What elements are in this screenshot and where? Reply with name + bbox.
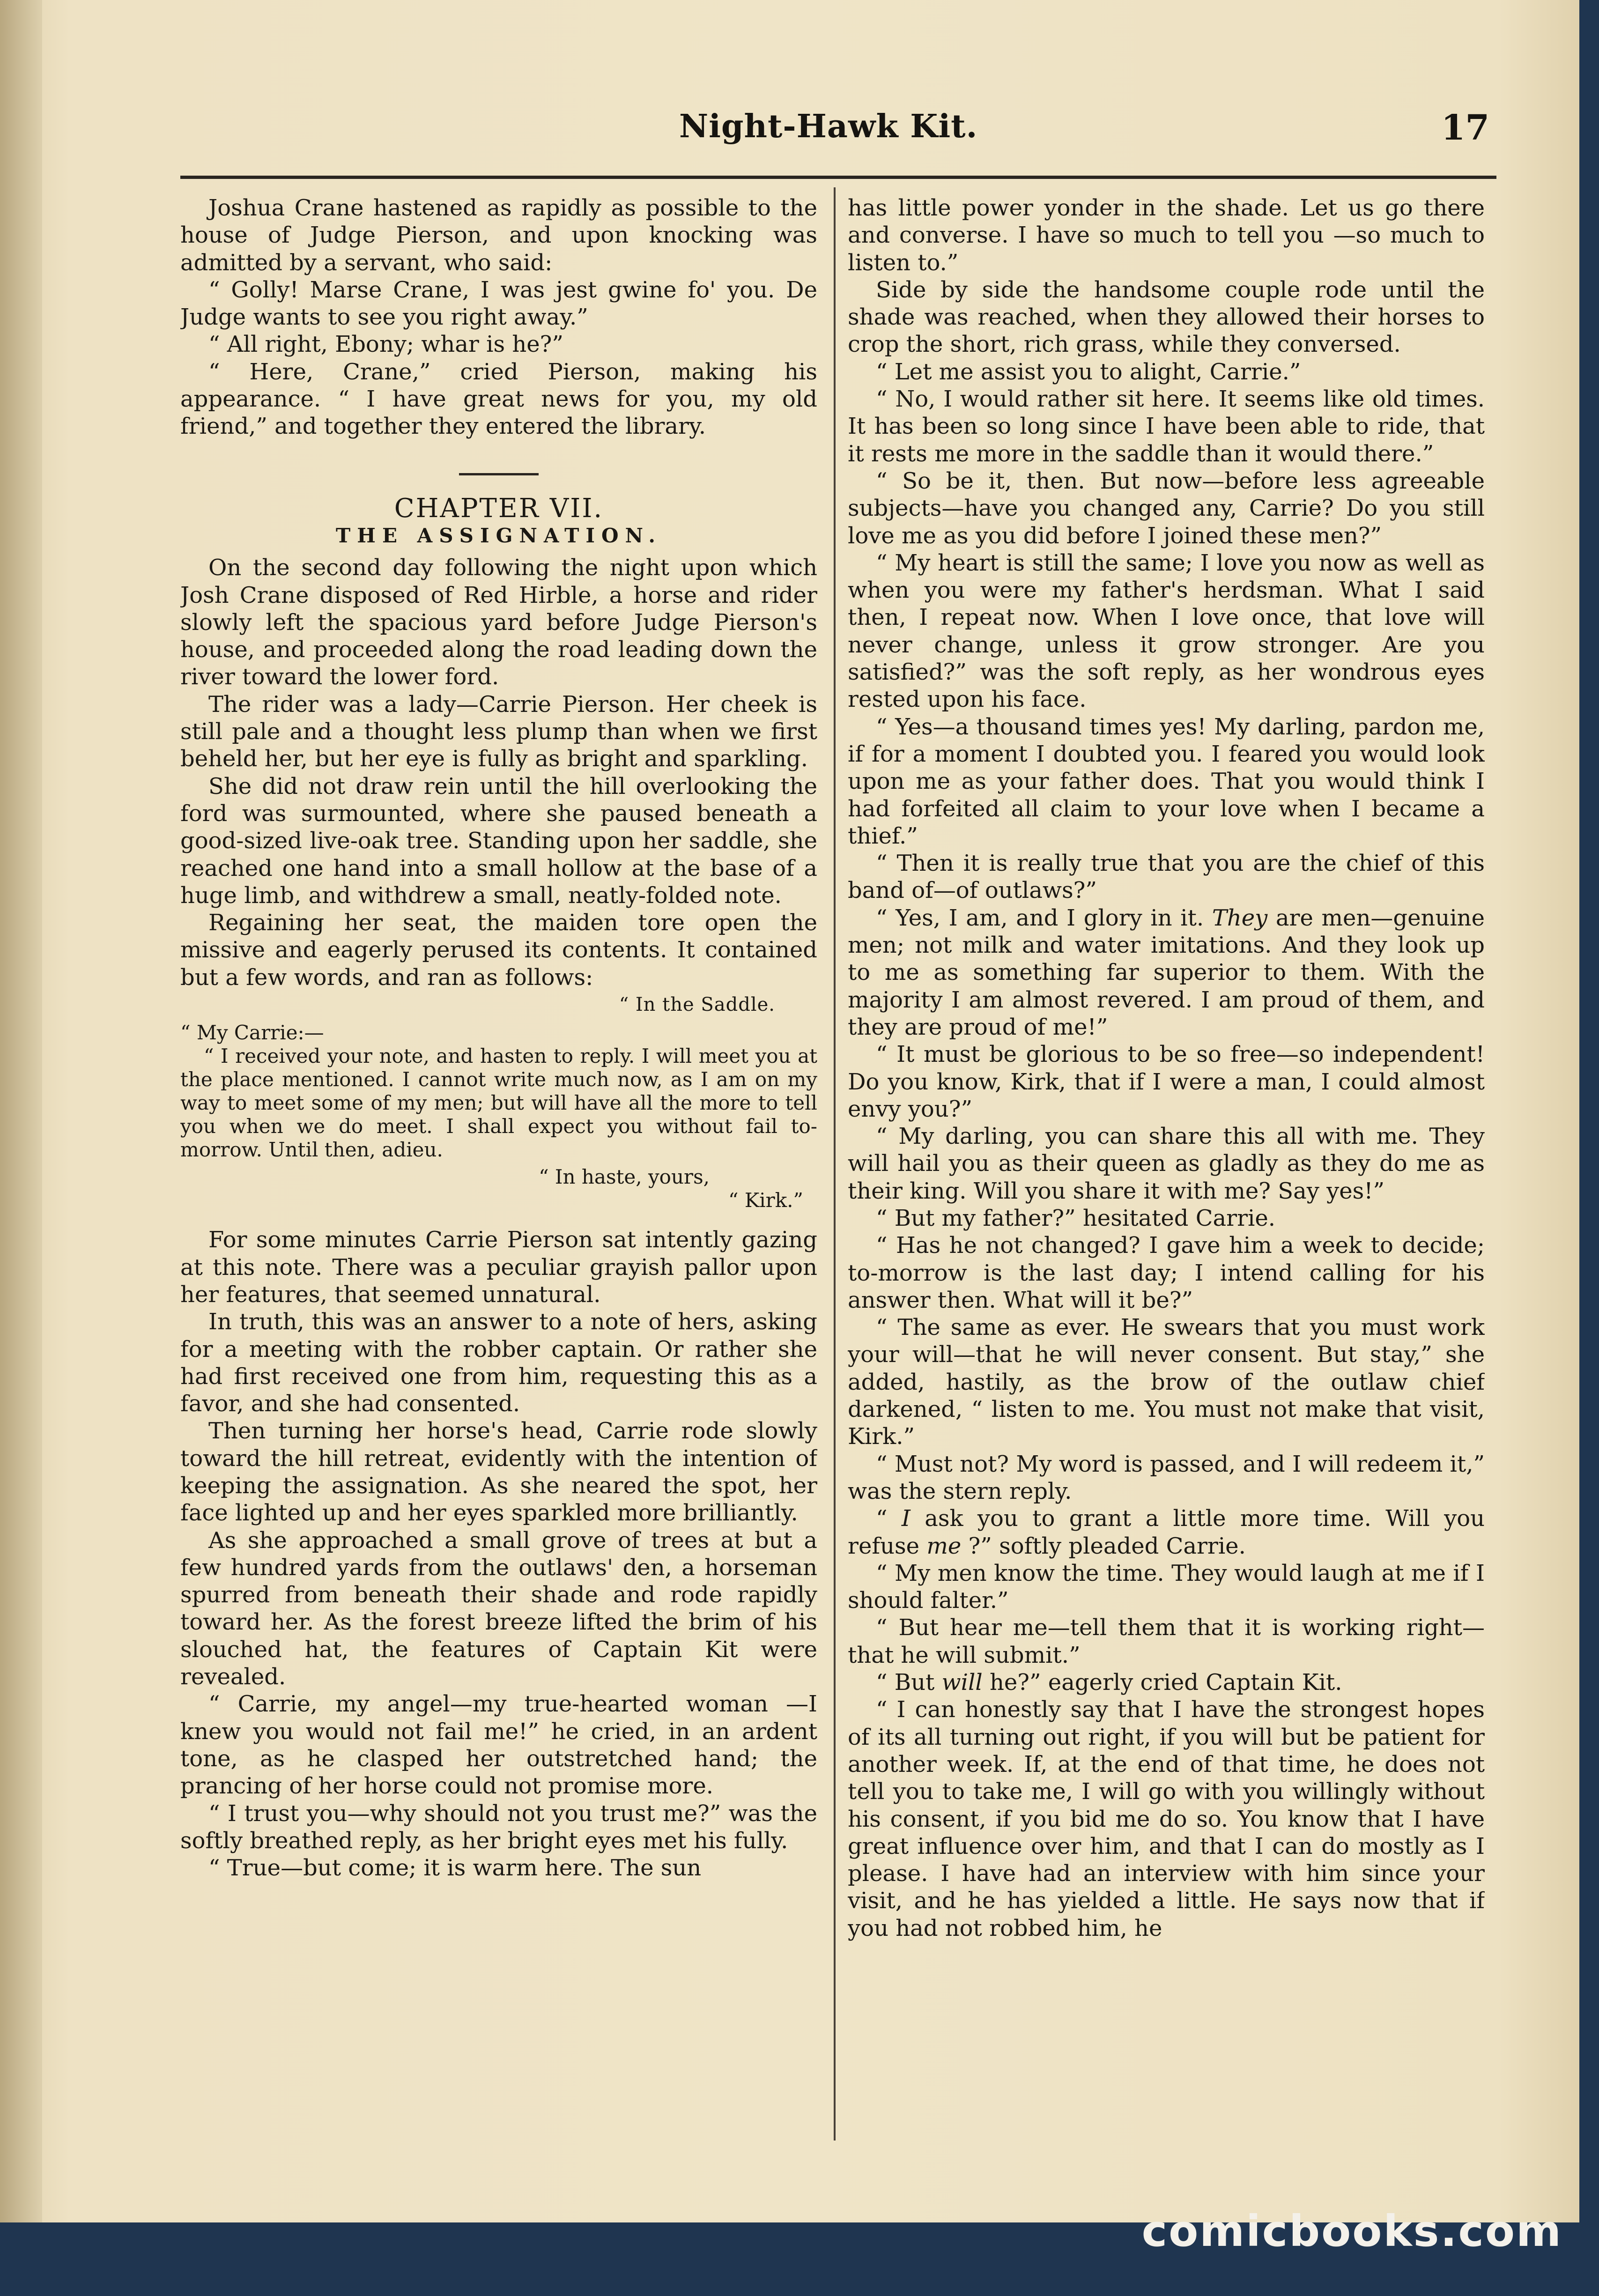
paragraph: Joshua Crane hastened as rapidly as possible to the house of Judge Pierson, and upon knocking was admitted by a servant, who said:	[180, 195, 817, 276]
paragraph: On the second day following the night upon which Josh Crane disposed of Red Hirble, a horse and rider slowly left the spacious yard before Judge Pierson's house, and proceeded along the road leading down the river toward the lower ford.	[180, 555, 817, 690]
paragraph: “ The same as ever. He swears that you must work your will—that he will never consent. But stay,” she added, hastily, as the brow of the outlaw chief darkened, “ listen to me. You must not make that visit, Kirk.”	[848, 1314, 1485, 1450]
paragraph: has little power yonder in the shade. Let us go there and converse. I have so much to tell you —so much to listen to.”	[848, 195, 1485, 276]
paragraph: “ I trust you—why should not you trust me?” was the softly breathed reply, as her bright eyes met his fully.	[180, 1800, 817, 1854]
text-run: “ But	[876, 1669, 935, 1696]
text-run: he?” eagerly cried Captain Kit.	[989, 1669, 1342, 1696]
paragraph: “ But my father?” hesitated Carrie.	[876, 1205, 1276, 1231]
paragraph: “ I can honestly say that I have the strongest hopes of its all turning out right, if you will but be patient for another week. If, at the end of that time, he does not tell you to take me, I will go with you willingly without his consent, if you bid me do so. You know that I have great influence over him, and that I can do mostly as I please. I have had an interview with him since your visit, and he has yielded a little. He says now that if you had not robbed him, he	[848, 1696, 1485, 1941]
paragraph: “ Golly! Marse Crane, I was jest gwine fo' you. De Judge wants to see you right away.”	[180, 276, 817, 331]
paragraph: “ Has he not changed? I gave him a week to decide; to-morrow is the last day; I intend calling for his answer then. What will it be?”	[848, 1232, 1485, 1313]
letter-body: “ I received your note, and hasten to reply. I will meet you at the place mentioned. I cannot write much now, as I am on my way to meet some of my men; but will have all the more to tell you when we do meet. I shall expect you without fail to-morrow. Until then, adieu.	[180, 1044, 817, 1162]
section-divider	[459, 473, 539, 475]
paragraph: “ My heart is still the same; I love you now as well as when you were my father's herdsman. What I said then, I repeat now. When I love once, that love will never change, unless it grow stronger. Are you satisfied?” was the soft reply, as her wondrous eyes rested upon his face.	[848, 549, 1485, 713]
paragraph: “ But hear me—tell them that it is working right—that he will submit.”	[848, 1615, 1485, 1668]
left-column	[180, 194, 817, 2138]
paragraph: “ True—but come; it is warm here. The sun	[208, 1855, 702, 1881]
paragraph: “ Carrie, my angel—my true-hearted woman —I knew you would not fail me!” he cried, in an ardent tone, as he clasped her outstretched hand; the prancing of her horse could not promise more.	[180, 1691, 817, 1800]
page-gutter	[0, 0, 42, 2296]
text-run: ask you to grant a little more time. Will you refuse	[848, 1505, 1485, 1559]
text-run: are men—genuine men; not milk and water imitations. And they look up to me as something far superior to them. With the majority I am almost revered. I am proud of them, and they are proud of me!”	[848, 904, 1485, 1040]
letter-heading: “ In the Saddle.	[619, 994, 775, 1016]
paragraph: Regaining her seat, the maiden tore open the missive and eagerly perused its contents. It contained but a few words, and ran as follows:	[180, 910, 817, 991]
paragraph: “ Let me assist you to alight, Carrie.”	[876, 358, 1301, 385]
emphasis: will	[941, 1669, 983, 1696]
text-run: “	[876, 1505, 888, 1532]
running-title: Night-Hawk Kit.	[679, 108, 978, 145]
paragraph: “ My men know the time. They would laugh at me if I should falter.”	[848, 1560, 1485, 1614]
chapter-title: CHAPTER VII.	[394, 493, 604, 524]
page-header	[679, 108, 1499, 169]
paragraph: As she approached a small grove of trees at but a few hundred yards from the outlaws' den, a horseman spurred from beneath their shade and rode rapidly toward her. As the forest breeze lifted the brim of his slouched hat, the features of Captain Kit were revealed.	[180, 1527, 817, 1690]
chapter-subtitle: THE ASSIGNATION.	[336, 524, 662, 547]
letter-salutation: “ My Carrie:—	[180, 1021, 324, 1044]
paragraph: “ My darling, you can share this all with me. They will hail you as their queen as gladly as they do me as their king. Will you share it with me? Say yes!”	[848, 1123, 1485, 1204]
paragraph	[848, 1669, 1485, 1696]
paragraph: “ Must not? My word is passed, and I will redeem it,” was the stern reply.	[848, 1451, 1485, 1504]
paragraph: Then turning her horse's head, Carrie rode slowly toward the hill retreat, evidently with the intention of keeping the assignation. As she neared the spot, her face lighted up and her eyes sparkled more brilliantly.	[180, 1418, 817, 1526]
letter-block	[180, 1021, 817, 1212]
letter-signature: “ Kirk.”	[728, 1189, 803, 1212]
watermark: comicbooks.com	[1141, 2206, 1562, 2256]
paragraph: “ Then it is really true that you are the chief of this band of—of outlaws?”	[848, 850, 1485, 904]
right-column	[848, 194, 1485, 2138]
paragraph: Side by side the handsome couple rode until the shade was reached, when they allowed their horses to crop the short, rich grass, while they conversed.	[848, 276, 1485, 358]
paragraph: In truth, this was an answer to a note of hers, asking for a meeting with the robber captain. Or rather she had first received one from him, requesting this as a favor, and she had consented.	[180, 1309, 817, 1417]
column-separator	[834, 187, 836, 2140]
paragraph: For some minutes Carrie Pierson sat intently gazing at this note. There was a peculiar grayish pallor upon her features, that seemed unnatural.	[180, 1227, 817, 1308]
page-number: 17	[1441, 108, 1489, 148]
letter-closing: “ In haste, yours,	[539, 1165, 710, 1189]
emphasis: They	[1212, 904, 1268, 931]
text-run: “ Yes, I am, and I glory in it.	[876, 904, 1204, 931]
paragraph: “ Yes—a thousand times yes! My darling, pardon me, if for a moment I doubted you. I feared you would look upon me as your father does. That you would think I had forfeited all claim to your love when I became a thief.”	[848, 713, 1485, 849]
text-run: ?” softly pleaded Carrie.	[968, 1533, 1246, 1559]
paragraph: She did not draw rein until the hill overlooking the ford was surmounted, where she paused beneath a good-sized live-oak tree. Standing upon her saddle, she reached one hand into a small hollow at the base of a huge limb, and withdrew a small, neatly-folded note.	[180, 773, 817, 909]
emphasis: me	[926, 1533, 962, 1559]
header-rule	[180, 176, 1496, 179]
paragraph: “ So be it, then. But now—before less agreeable subjects—have you changed any, Carrie? Do you still love me as you did before I joined these men?”	[848, 467, 1485, 549]
paragraph: “ No, I would rather sit here. It seems like old times. It has been so long since I have been able to ride, that it rests me more in the saddle than it would there.”	[848, 386, 1485, 467]
paragraph: “ Here, Crane,” cried Pierson, making his appearance. “ I have great news for you, my old friend,” and together they entered the library.	[180, 358, 817, 440]
paragraph: “ All right, Ebony; whar is he?”	[208, 331, 563, 358]
paragraph	[848, 904, 1485, 1041]
paragraph	[848, 1505, 1485, 1560]
paragraph: The rider was a lady—Carrie Pierson. Her cheek is still pale and a thought less plump than when we first beheld her, but her eye is fully as bright and sparkling.	[180, 691, 817, 772]
paragraph: “ It must be glorious to be so free—so independent! Do you know, Kirk, that if I were a man, I could almost envy you?”	[848, 1041, 1485, 1122]
emphasis: I	[901, 1505, 911, 1532]
